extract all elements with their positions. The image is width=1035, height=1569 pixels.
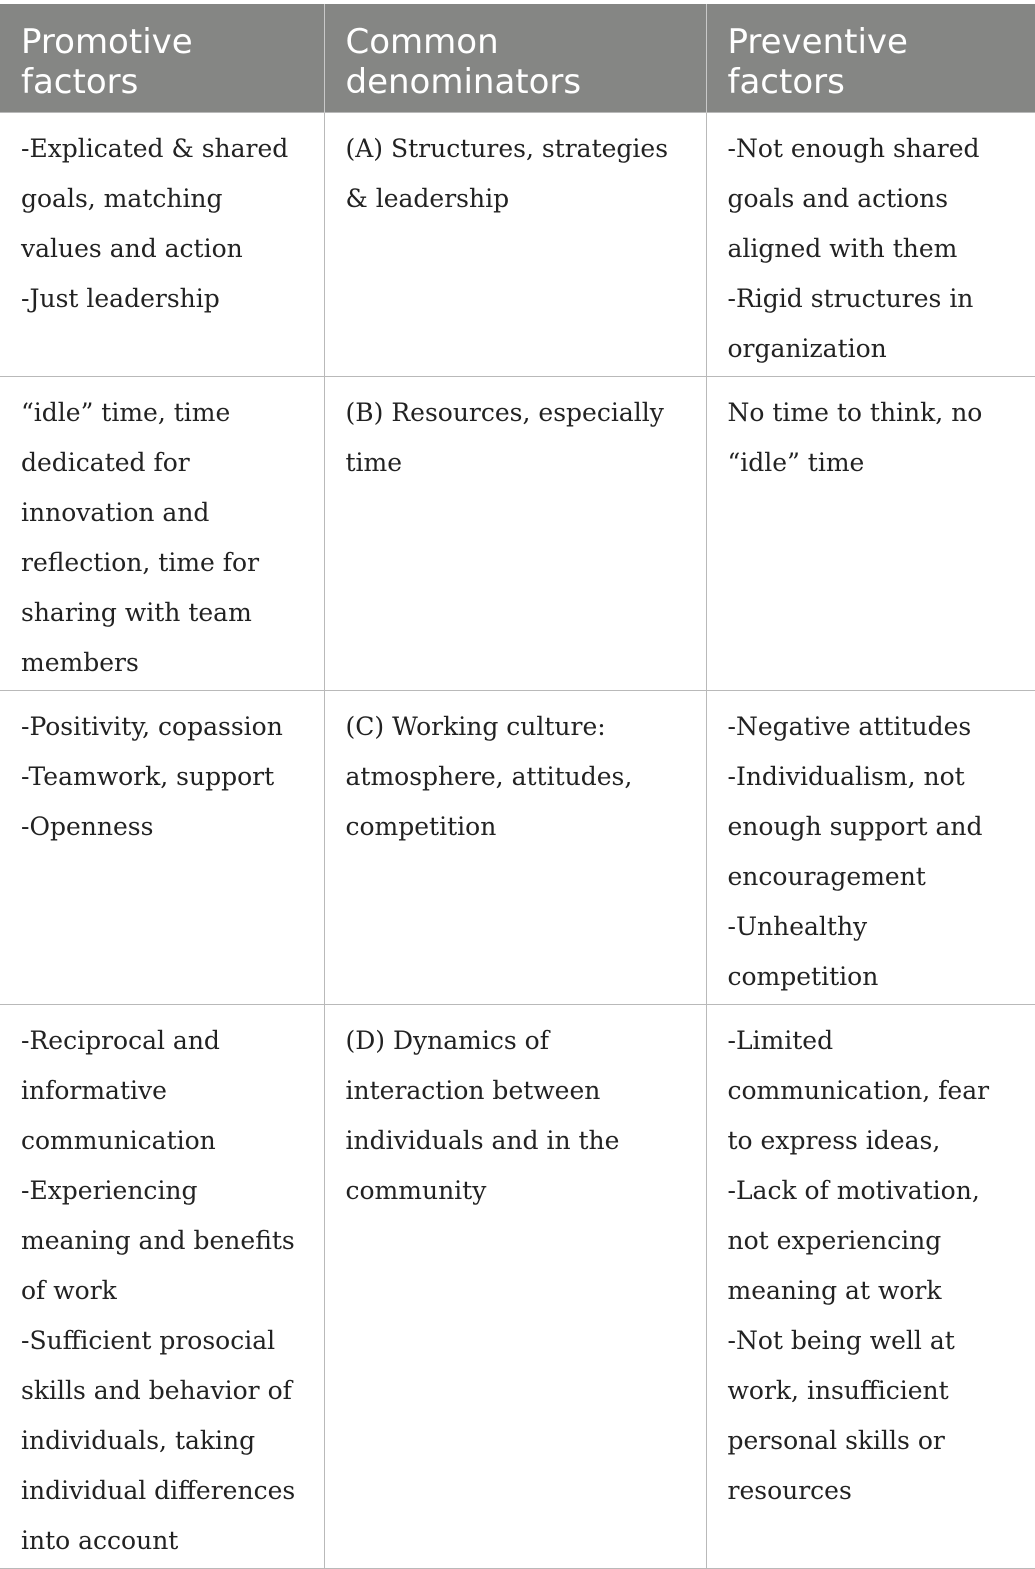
promotive-cell: [0, 113, 324, 377]
table-row: [0, 691, 1035, 1005]
table-row: [0, 377, 1035, 691]
header-row: [0, 4, 1035, 113]
promotive-cell: [0, 1005, 324, 1569]
table-row: [0, 113, 1035, 377]
common-cell: [324, 113, 706, 377]
table-row: [0, 1005, 1035, 1569]
cell-line: -Experiencing meaning and benefits of work: [21, 1176, 295, 1305]
table-body: [0, 113, 1035, 1569]
header-common-denominators: Common denominators: [324, 4, 706, 113]
cell-line: No time to think, no “idle” time: [727, 398, 983, 477]
header-promotive-factors: Promotive factors: [0, 4, 324, 113]
preventive-cell: [706, 691, 1035, 1005]
cell-line: -Negative attitudes: [727, 712, 972, 741]
common-cell: [324, 1005, 706, 1569]
promotive-cell: [0, 377, 324, 691]
cell-line: (A) Structures, strategies & leadership: [345, 134, 669, 213]
cell-line: “idle” time, time dedicated for innovation and reflection, time for sharing with team members: [21, 398, 260, 677]
cell-line: -Lack of motivation, not experiencing meaning at work: [727, 1176, 980, 1305]
preventive-cell: [706, 1005, 1035, 1569]
cell-line: -Not enough shared goals and actions aligned with them: [727, 134, 980, 263]
factors-table: [0, 4, 1035, 1569]
cell-line: -Sufficient prosocial skills and behavior of individuals, taking individual differences into account: [21, 1326, 296, 1555]
cell-line: -Explicated & shared goals, matching values and action: [21, 134, 289, 263]
cell-line: (C) Working culture: atmosphere, attitudes, competition: [345, 712, 633, 841]
cell-line: -Limited communication, fear to express ideas,: [727, 1026, 990, 1155]
header-preventive-factors: Preventive factors: [706, 4, 1035, 113]
preventive-cell: [706, 113, 1035, 377]
table-header: [0, 4, 1035, 113]
cell-line: -Rigid structures in organization: [727, 284, 974, 363]
common-cell: [324, 377, 706, 691]
cell-line: (D) Dynamics of interaction between individuals and in the community: [345, 1026, 620, 1205]
cell-line: -Teamwork, support: [21, 762, 275, 791]
cell-line: -Positivity, copassion: [21, 712, 283, 741]
cell-line: -Reciprocal and informative communication: [21, 1026, 220, 1155]
promotive-cell: [0, 691, 324, 1005]
cell-line: (B) Resources, especially time: [345, 398, 664, 477]
preventive-cell: [706, 377, 1035, 691]
cell-line: -Individualism, not enough support and encouragement: [727, 762, 983, 891]
cell-line: -Just leadership: [21, 284, 220, 313]
cell-line: -Unhealthy competition: [727, 912, 879, 991]
common-cell: [324, 691, 706, 1005]
cell-line: -Openness: [21, 812, 154, 841]
cell-line: -Not being well at work, insufficient personal skills or resources: [727, 1326, 955, 1505]
